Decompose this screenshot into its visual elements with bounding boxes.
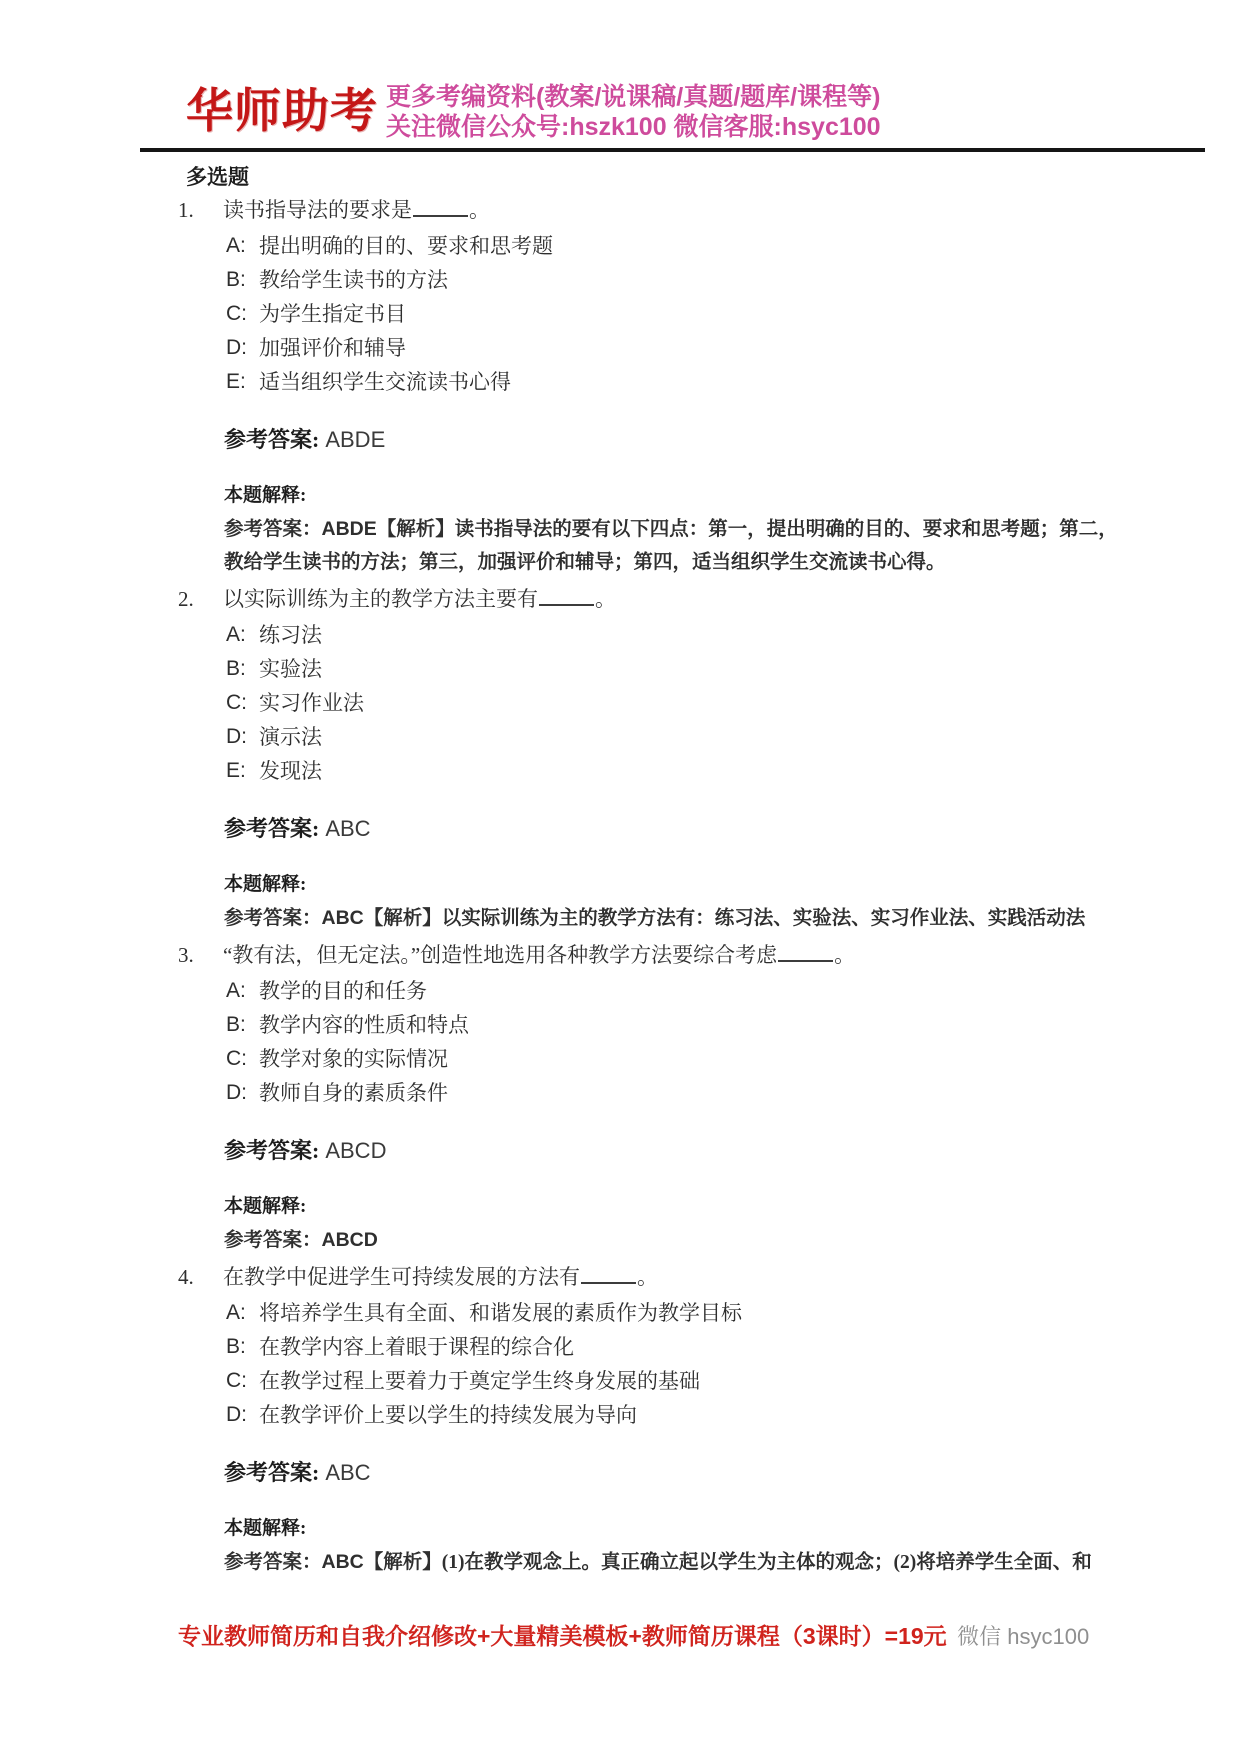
brand-logo: 华师助考 [186, 84, 378, 137]
option-e [226, 754, 1240, 788]
explanation-block [224, 870, 1240, 935]
option-text: 实习作业法 [259, 691, 364, 715]
options [226, 1296, 1240, 1432]
explanation-label: 参考答案： [224, 1230, 322, 1251]
option-a [226, 974, 1240, 1008]
fill-blank [581, 1269, 636, 1284]
explanation-text [224, 513, 1119, 579]
option-b [226, 1330, 1240, 1364]
explanation-label: 参考答案： [224, 1552, 322, 1573]
option-text: 加强评价和辅导 [259, 336, 406, 360]
option-text: 练习法 [259, 623, 322, 647]
option-letter: D: [226, 336, 247, 359]
options [226, 974, 1240, 1110]
option-c [226, 1364, 1240, 1398]
option-text: 在教学过程上要着力于奠定学生终身发展的基础 [259, 1369, 700, 1393]
option-letter: C: [226, 691, 247, 714]
option-letter: E: [226, 759, 246, 782]
option-letter: D: [226, 1403, 247, 1426]
question-number: 4. [178, 1265, 194, 1289]
option-d [226, 1398, 1240, 1432]
option-c [226, 1042, 1240, 1076]
explanation-block [224, 1192, 1240, 1257]
explanation-answer: ABCD [321, 1229, 378, 1251]
reference-answer [224, 425, 1240, 455]
question-1 [178, 194, 1240, 579]
explanation-text [224, 1546, 1119, 1579]
answer-label: 参考答案: [224, 1138, 320, 1163]
promo-line-1: 更多考编资料(教案/说课稿/真题/题库/课程等) [386, 83, 881, 111]
question-3 [178, 939, 1240, 1257]
option-c [226, 297, 1240, 331]
answer-value: ABCD [325, 1138, 387, 1163]
explanation-label: 参考答案： [224, 519, 322, 540]
fill-blank [413, 202, 468, 217]
answer-value: ABC [325, 816, 371, 841]
section-title: 多选题 [186, 165, 249, 189]
question-2 [178, 583, 1240, 935]
option-letter: B: [226, 1335, 246, 1358]
fill-blank [539, 591, 594, 606]
stem-period: 。 [595, 587, 616, 611]
header-divider [140, 148, 1205, 152]
explanation-text [224, 1224, 1119, 1257]
explanation-block [224, 1514, 1240, 1579]
explanation-answer: ABC [321, 1551, 364, 1573]
explanation-label: 参考答案： [224, 908, 322, 929]
option-letter: C: [226, 302, 247, 325]
header-promo [386, 82, 881, 142]
explanation-answer: ABC [321, 907, 364, 929]
option-text: 实验法 [259, 657, 322, 681]
reference-answer [224, 1136, 1240, 1166]
option-e [226, 365, 1240, 399]
question-stem [178, 1261, 1240, 1294]
option-a [226, 229, 1240, 263]
footer-wechat-id: 微信 hsyc100 [957, 1624, 1090, 1649]
footer-promo: 专业教师简历和自我介绍修改+大量精美模板+教师简历课程（3课时）=19元 [178, 1623, 947, 1649]
promo-line-2: 关注微信公众号:hszk100 微信客服:hsyc100 [386, 113, 881, 141]
stem-period: 。 [834, 943, 856, 967]
stem-period: 。 [637, 1265, 658, 1289]
stem-period: 。 [469, 198, 490, 222]
option-text: 为学生指定书目 [259, 302, 406, 326]
question-number: 2. [178, 587, 194, 611]
question-number: 1. [178, 198, 194, 222]
answer-label: 参考答案: [224, 427, 320, 452]
option-letter: A: [226, 623, 246, 646]
explanation-body: 【解析】以实际训练为主的教学方法有：练习法、实验法、实习作业法、实践活动法 [363, 908, 1086, 929]
option-letter: B: [226, 268, 246, 291]
option-d [226, 331, 1240, 365]
option-b [226, 1008, 1240, 1042]
answer-value: ABDE [325, 427, 386, 452]
option-letter: B: [226, 657, 246, 680]
option-letter: C: [226, 1369, 247, 1392]
explanation-body: 【解析】(1)在教学观念上。真正确立起以学生为主体的观念；(2)将培养学生全面、和 [363, 1552, 1092, 1573]
question-text: 以实际训练为主的教学方法主要有 [223, 587, 538, 611]
page-footer [178, 1618, 1089, 1651]
explanation-text [224, 902, 1119, 935]
option-b [226, 652, 1240, 686]
question-4 [178, 1261, 1240, 1579]
option-text: 教师自身的素质条件 [259, 1081, 448, 1105]
option-a [226, 618, 1240, 652]
question-text: 在教学中促进学生可持续发展的方法有 [223, 1265, 580, 1289]
explanation-body: 【解析】读书指导法的要有以下四点：第一，提出明确的目的、要求和思考题；第二，教给学生读书的方法；第三，加强评价和辅导；第四，适当组织学生交流读书心得。 [224, 519, 1118, 573]
explanation-title: 本题解释: [224, 1196, 307, 1217]
answer-label: 参考答案: [224, 1460, 320, 1485]
page-header [186, 0, 1240, 142]
reference-answer [224, 814, 1240, 844]
questions-list [178, 194, 1240, 1579]
option-c [226, 686, 1240, 720]
option-letter: C: [226, 1047, 247, 1070]
option-letter: B: [226, 1013, 246, 1036]
option-text: 提出明确的目的、要求和思考题 [259, 234, 553, 258]
option-d [226, 1076, 1240, 1110]
fill-blank [778, 947, 833, 962]
question-text: “教有法，但无定法。”创造性地选用各种教学方法要综合考虑 [223, 943, 778, 967]
explanation-answer: ABDE [321, 518, 377, 540]
option-letter: D: [226, 1081, 247, 1104]
option-letter: D: [226, 725, 247, 748]
option-text: 发现法 [259, 759, 322, 783]
option-text: 教给学生读书的方法 [259, 268, 448, 292]
option-letter: A: [226, 979, 246, 1002]
option-letter: E: [226, 370, 246, 393]
options [226, 229, 1240, 399]
option-text: 将培养学生具有全面、和谐发展的素质作为教学目标 [259, 1301, 742, 1325]
option-text: 教学对象的实际情况 [259, 1047, 448, 1071]
explanation-title: 本题解释: [224, 874, 307, 895]
option-text: 适当组织学生交流读书心得 [259, 370, 511, 394]
question-number: 3. [178, 943, 194, 967]
option-letter: A: [226, 234, 246, 257]
option-text: 在教学评价上要以学生的持续发展为导向 [259, 1403, 637, 1427]
answer-label: 参考答案: [224, 816, 320, 841]
question-stem [178, 583, 1240, 616]
reference-answer [224, 1458, 1240, 1488]
option-text: 教学的目的和任务 [259, 979, 427, 1003]
option-text: 教学内容的性质和特点 [259, 1013, 469, 1037]
question-text: 读书指导法的要求是 [223, 198, 412, 222]
option-text: 在教学内容上着眼于课程的综合化 [259, 1335, 574, 1359]
options [226, 618, 1240, 788]
question-stem [178, 194, 1240, 227]
explanation-title: 本题解释: [224, 485, 307, 506]
question-stem [178, 939, 1240, 972]
answer-value: ABC [325, 1460, 371, 1485]
explanation-block [224, 481, 1240, 579]
explanation-title: 本题解释: [224, 1518, 307, 1539]
option-letter: A: [226, 1301, 246, 1324]
option-a [226, 1296, 1240, 1330]
option-text: 演示法 [259, 725, 322, 749]
option-d [226, 720, 1240, 754]
option-b [226, 263, 1240, 297]
